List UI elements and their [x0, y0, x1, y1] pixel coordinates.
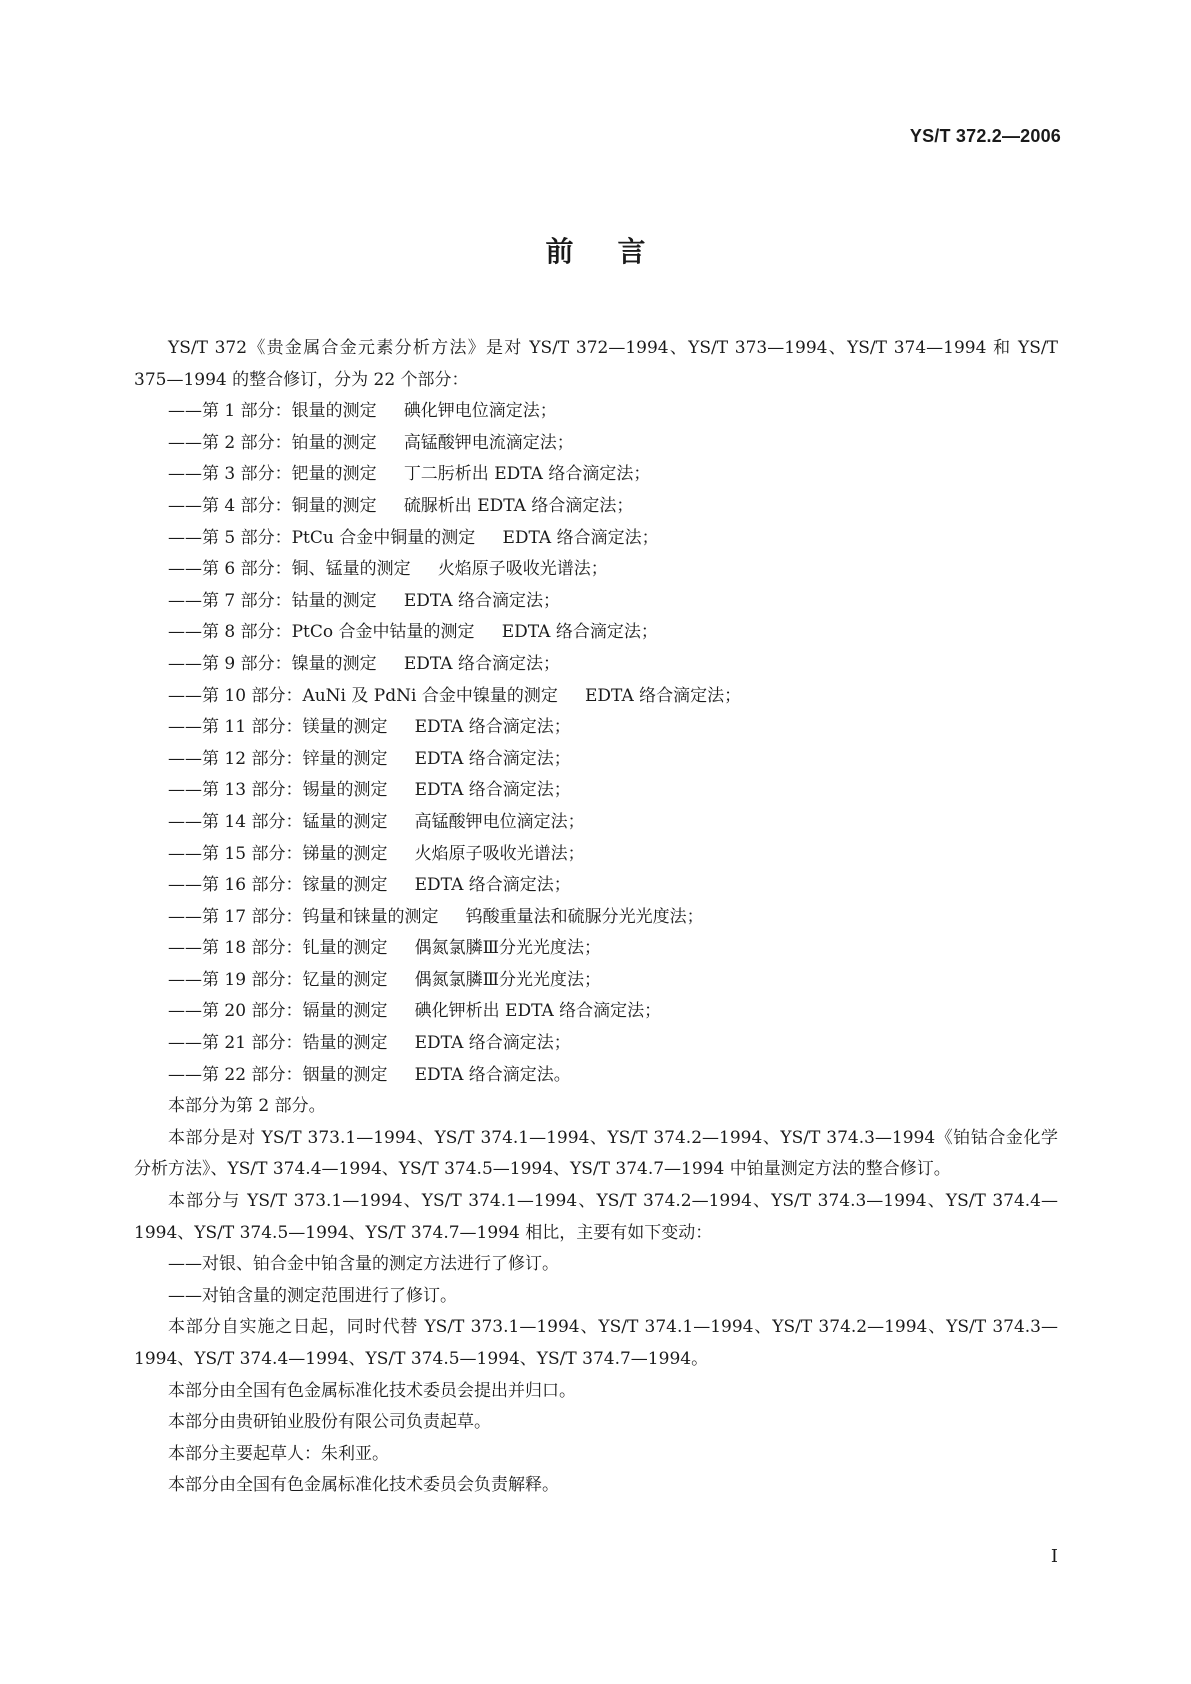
- proposed-by-paragraph: 本部分由全国有色金属标准化技术委员会提出并归口。: [168, 1380, 576, 1401]
- part-label: ——第 12 部分：锌量的测定: [168, 748, 388, 769]
- part-method: EDTA 络合滴定法；: [585, 685, 742, 706]
- drafted-by-paragraph: 本部分由贵研铂业股份有限公司负责起草。: [168, 1412, 491, 1433]
- change-item: ——对铂含量的测定范围进行了修订。: [168, 1285, 457, 1306]
- part-list-item: [134, 744, 1058, 776]
- part-list-item: [134, 965, 1058, 997]
- main-drafter-paragraph: 本部分主要起草人：朱利亚。: [168, 1443, 389, 1464]
- part-label: ——第 16 部分：镓量的测定: [168, 875, 388, 896]
- standard-code: YS/T 372.2—2006: [909, 126, 1061, 146]
- part-list-item: [134, 839, 1058, 871]
- part-list-item: [134, 933, 1058, 965]
- foreword-content: [134, 333, 1058, 1502]
- part-label: ——第 10 部分：AuNi 及 PdNi 合金中镍量的测定: [168, 685, 558, 706]
- part-method: 丁二肟析出 EDTA 络合滴定法；: [403, 464, 651, 485]
- part-label: ——第 3 部分：钯量的测定: [168, 464, 377, 485]
- interpreted-by-paragraph: 本部分由全国有色金属标准化技术委员会负责解释。: [168, 1475, 559, 1496]
- part-list-item: [134, 681, 1058, 713]
- part-method: 碘化钾电位滴定法；: [403, 401, 557, 422]
- part-label: ——第 14 部分：锰量的测定: [168, 811, 388, 832]
- part-label: ——第 11 部分：镁量的测定: [168, 717, 388, 738]
- part-label: ——第 7 部分：钴量的测定: [168, 590, 377, 611]
- part-list-item: [134, 996, 1058, 1028]
- part-method: EDTA 络合滴定法；: [414, 1033, 571, 1054]
- page-title: 前言: [545, 235, 690, 268]
- revision-basis-paragraph: 本部分是对 YS/T 373.1—1994、YS/T 374.1—1994、YS/T 374.2—1994、YS/T 374.3—1994《铂钴合金化学分析方法》、YS/T 374.4—1994、YS/T 374.5—1994、YS/T 374.7—1994 中铂量测定方法的整合修订。: [134, 1127, 1058, 1180]
- part-label: ——第 20 部分：镉量的测定: [168, 1001, 388, 1022]
- part-label: ——第 19 部分：钇量的测定: [168, 969, 388, 990]
- part-method: EDTA 络合滴定法；: [501, 622, 658, 643]
- part-label: ——第 6 部分：铜、锰量的测定: [168, 559, 411, 580]
- part-method: 高锰酸钾电位滴定法；: [414, 811, 585, 832]
- page-number: I: [1050, 1546, 1058, 1567]
- part-label: ——第 13 部分：锡量的测定: [168, 780, 388, 801]
- part-list-item: [134, 649, 1058, 681]
- replaces-paragraph: 本部分自实施之日起，同时代替 YS/T 373.1—1994、YS/T 374.1—1994、YS/T 374.2—1994、YS/T 374.3—1994、YS/T 374.4—1994、YS/T 374.5—1994、YS/T 374.7—1994。: [134, 1317, 1058, 1369]
- part-method: EDTA 络合滴定法。: [414, 1064, 571, 1085]
- part-method: 火焰原子吸收光谱法；: [414, 843, 585, 864]
- part-label: ——第 21 部分：锆量的测定: [168, 1033, 388, 1054]
- part-method: EDTA 络合滴定法；: [414, 875, 571, 896]
- part-list-item: [134, 459, 1058, 491]
- part-list-item: [134, 554, 1058, 586]
- part-method: 碘化钾析出 EDTA 络合滴定法；: [414, 1001, 662, 1022]
- part-label: ——第 2 部分：铂量的测定: [168, 432, 377, 453]
- parts-list: [134, 396, 1058, 1091]
- part-label: ——第 18 部分：钆量的测定: [168, 938, 388, 959]
- part-statement: 本部分为第 2 部分。: [168, 1096, 326, 1117]
- part-method: EDTA 络合滴定法；: [502, 527, 659, 548]
- part-method: EDTA 络合滴定法；: [403, 653, 560, 674]
- part-method: EDTA 络合滴定法；: [414, 748, 571, 769]
- part-label: ——第 4 部分：铜量的测定: [168, 495, 377, 516]
- intro-paragraph: YS/T 372《贵金属合金元素分析方法》是对 YS/T 372—1994、YS/T 373—1994、YS/T 374—1994 和 YS/T 375—1994 的整合修订，分为 22 个部分：: [134, 338, 1058, 390]
- part-method: EDTA 络合滴定法；: [403, 590, 560, 611]
- part-method: 高锰酸钾电流滴定法；: [403, 432, 574, 453]
- part-list-item: [134, 870, 1058, 902]
- part-method: EDTA 络合滴定法；: [414, 780, 571, 801]
- part-list-item: [134, 807, 1058, 839]
- changes-intro-paragraph: 本部分与 YS/T 373.1—1994、YS/T 374.1—1994、YS/T 374.2—1994、YS/T 374.3—1994、YS/T 374.4—1994、YS/T 374.5—1994、YS/T 374.7—1994 相比，主要有如下变动：: [134, 1191, 1058, 1243]
- part-label: ——第 5 部分：PtCu 合金中铜量的测定: [168, 527, 476, 548]
- part-list-item: [134, 902, 1058, 934]
- part-label: ——第 17 部分：钨量和铼量的测定: [168, 906, 439, 927]
- part-list-item: [134, 523, 1058, 555]
- part-list-item: [134, 396, 1058, 428]
- part-list-item: [134, 491, 1058, 523]
- part-list-item: [134, 586, 1058, 618]
- change-item: ——对银、铂合金中铂含量的测定方法进行了修订。: [168, 1254, 559, 1275]
- part-list-item: [134, 617, 1058, 649]
- part-label: ——第 1 部分：银量的测定: [168, 401, 377, 422]
- part-method: 火焰原子吸收光谱法；: [437, 559, 608, 580]
- part-method: 偶氮氯膦Ⅲ分光光度法；: [414, 938, 602, 959]
- part-label: ——第 9 部分：镍量的测定: [168, 653, 377, 674]
- part-label: ——第 15 部分：锑量的测定: [168, 843, 388, 864]
- part-method: 钨酸重量法和硫脲分光光度法；: [465, 906, 704, 927]
- part-method: 偶氮氯膦Ⅲ分光光度法；: [414, 969, 602, 990]
- part-label: ——第 22 部分：铟量的测定: [168, 1064, 388, 1085]
- part-list-item: [134, 775, 1058, 807]
- part-label: ——第 8 部分：PtCo 合金中钴量的测定: [168, 622, 475, 643]
- part-list-item: [134, 1028, 1058, 1060]
- part-list-item: [134, 1060, 1058, 1092]
- part-method: EDTA 络合滴定法；: [414, 717, 571, 738]
- part-method: 硫脲析出 EDTA 络合滴定法；: [403, 495, 634, 516]
- part-list-item: [134, 712, 1058, 744]
- part-list-item: [134, 428, 1058, 460]
